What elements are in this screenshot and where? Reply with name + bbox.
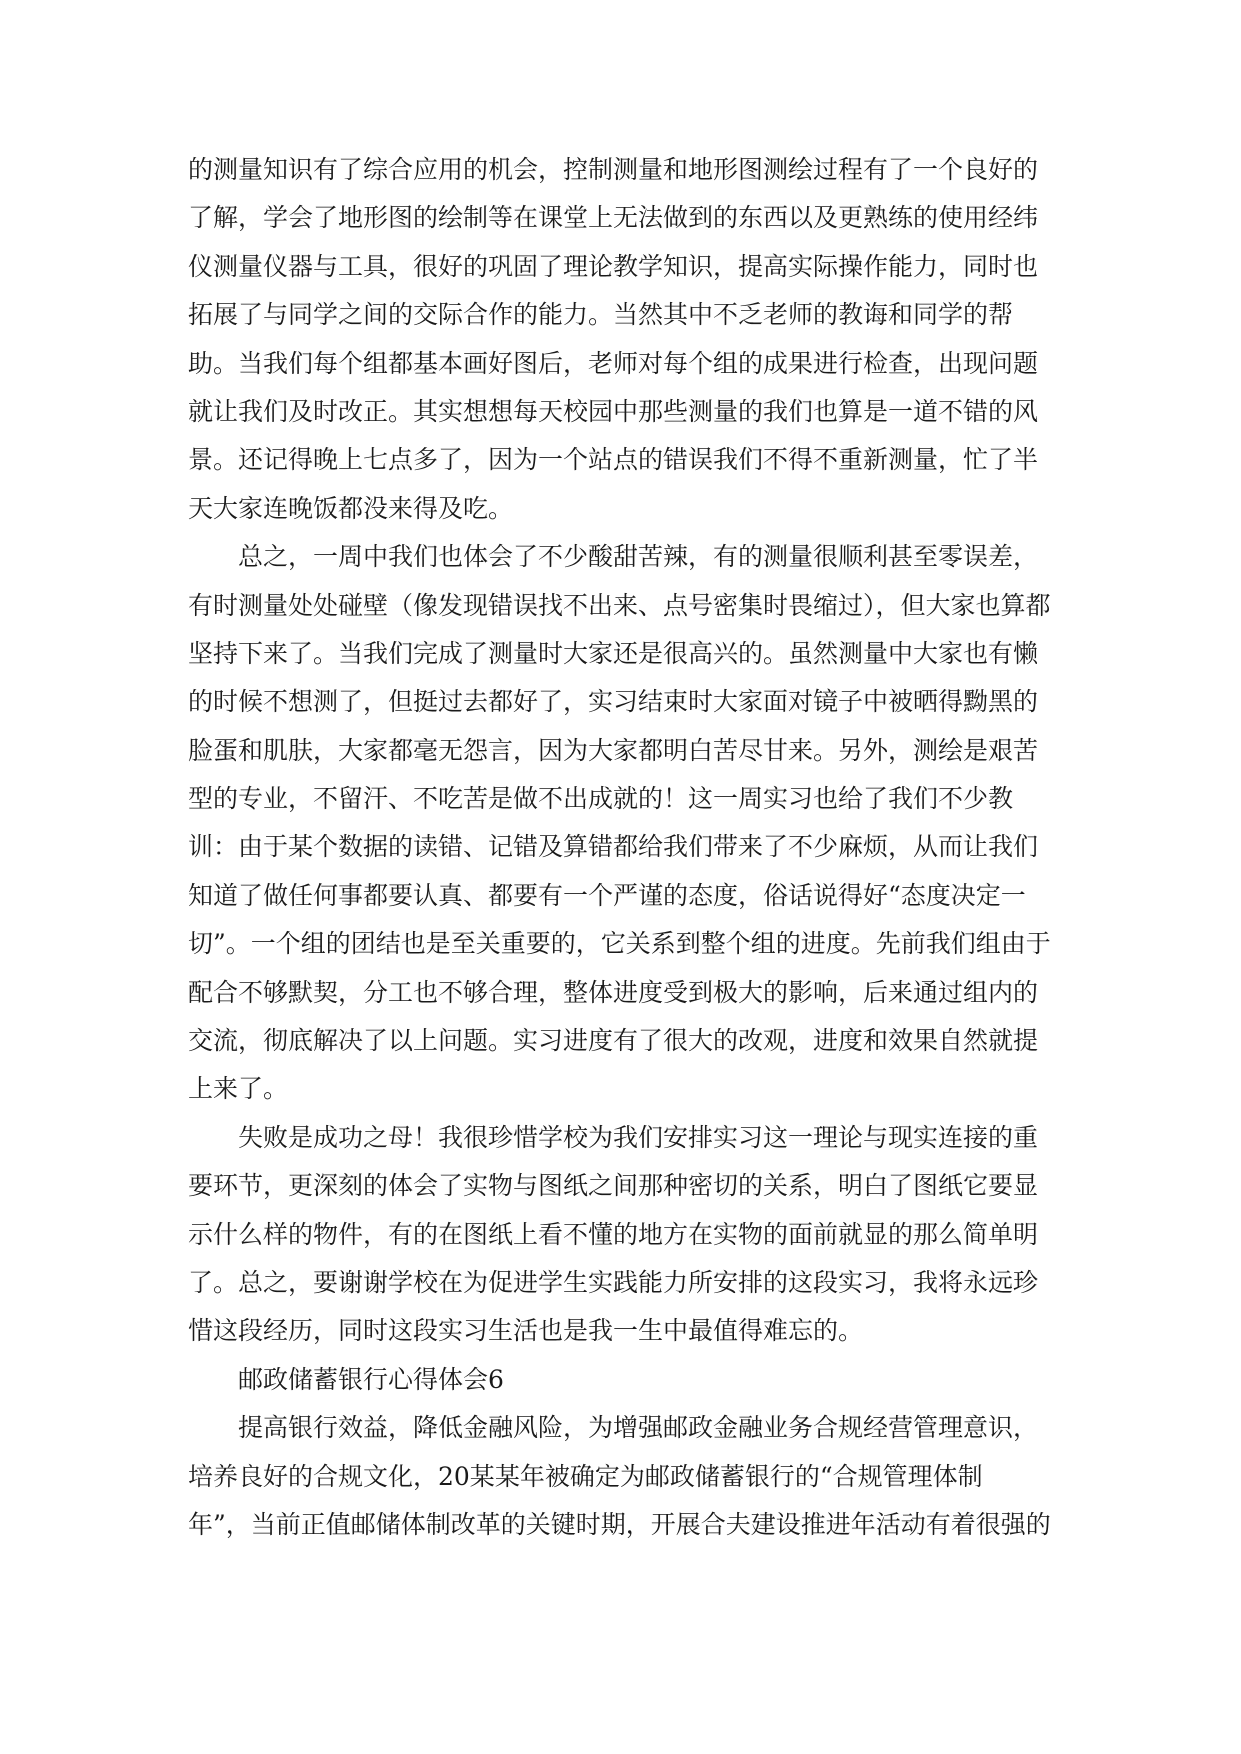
text-line: 总之，一周中我们也体会了不少酸甜苦辣，有的测量很顺利甚至零误差， [238, 542, 1039, 572]
text-line: 了解，学会了地形图的绘制等在课堂上无法做到的东西以及更熟练的使用经纬 [188, 203, 1039, 233]
text-line: 就让我们及时改正。其实想想每天校园中那些测量的我们也算是一道不错的风 [188, 396, 1039, 426]
paragraph-summary [188, 533, 1058, 1114]
text-line: 惜这段经历，同时这段实习生活也是我一生中最值得难忘的。 [188, 1316, 864, 1346]
text-line: 助。当我们每个组都基本画好图后，老师对每个组的成果进行检查，出现问题 [188, 348, 1039, 378]
text-line: 切”。一个组的团结也是至关重要的，它关系到整个组的进度。先前我们组由于 [188, 929, 1051, 959]
text-line: 失败是成功之母！我很珍惜学校为我们安排实习这一理论与现实连接的重 [238, 1122, 1039, 1152]
text-line: 年”，当前正值邮储体制改革的关键时期，开展合夫建设推进年活动有着很强的 [188, 1509, 1051, 1539]
section-heading [188, 1356, 1058, 1404]
paragraph-survey-practice [188, 146, 1058, 533]
text-line: 示什么样的物件，有的在图纸上看不懂的地方在实物的面前就显的那么简单明 [188, 1219, 1039, 1249]
text-line: 了。总之，要谢谢学校在为促进学生实践能力所安排的这段实习，我将永远珍 [188, 1267, 1039, 1297]
text-line: 天大家连晚饭都没来得及吃。 [188, 493, 514, 523]
text-line: 培养良好的合规文化，20某某年被确定为邮政储蓄银行的“合规管理体制 [188, 1461, 983, 1491]
text-line: 仪测量仪器与工具，很好的巩固了理论教学知识，提高实际操作能力，同时也 [188, 251, 1039, 281]
text-line: 型的专业，不留汗、不吃苦是做不出成就的！这一周实习也给了我们不少教 [188, 784, 1014, 814]
document-body [188, 146, 1058, 1549]
text-line: 坚持下来了。当我们完成了测量时大家还是很高兴的。虽然测量中大家也有懒 [188, 638, 1039, 668]
paragraph-compliance [188, 1404, 1058, 1549]
text-line: 知道了做任何事都要认真、都要有一个严谨的态度，俗话说得好“态度决定一 [188, 880, 1026, 910]
text-line: 的时候不想测了，但挺过去都好了，实习结束时大家面对镜子中被晒得黝黑的 [188, 687, 1039, 717]
text-line: 拓展了与同学之间的交际合作的能力。当然其中不乏老师的教诲和同学的帮 [188, 300, 1014, 330]
text-line: 有时测量处处碰壁（像发现错误找不出来、点号密集时畏缩过），但大家也算都 [188, 590, 1051, 620]
text-line: 提高银行效益，降低金融风险，为增强邮政金融业务合规经营管理意识， [238, 1413, 1039, 1443]
section-heading-text: 邮政储蓄银行心得体会6 [238, 1364, 504, 1394]
text-line: 景。还记得晚上七点多了，因为一个站点的错误我们不得不重新测量，忙了半 [188, 445, 1039, 475]
text-line: 要环节，更深刻的体会了实物与图纸之间那种密切的关系，明白了图纸它要显 [188, 1171, 1039, 1201]
text-line: 配合不够默契，分工也不够合理，整体进度受到极大的影响，后来通过组内的 [188, 977, 1039, 1007]
paragraph-failure-mother-of-success [188, 1114, 1058, 1356]
text-line: 交流，彻底解决了以上问题。实习进度有了很大的改观，进度和效果自然就提 [188, 1026, 1039, 1056]
text-line: 的测量知识有了综合应用的机会，控制测量和地形图测绘过程有了一个良好的 [188, 155, 1039, 184]
text-line: 脸蛋和肌肤，大家都毫无怨言，因为大家都明白苦尽甘来。另外，测绘是艰苦 [188, 735, 1039, 765]
text-line: 上来了。 [188, 1074, 289, 1104]
text-line: 训：由于某个数据的读错、记错及算错都给我们带来了不少麻烦，从而让我们 [188, 832, 1039, 862]
